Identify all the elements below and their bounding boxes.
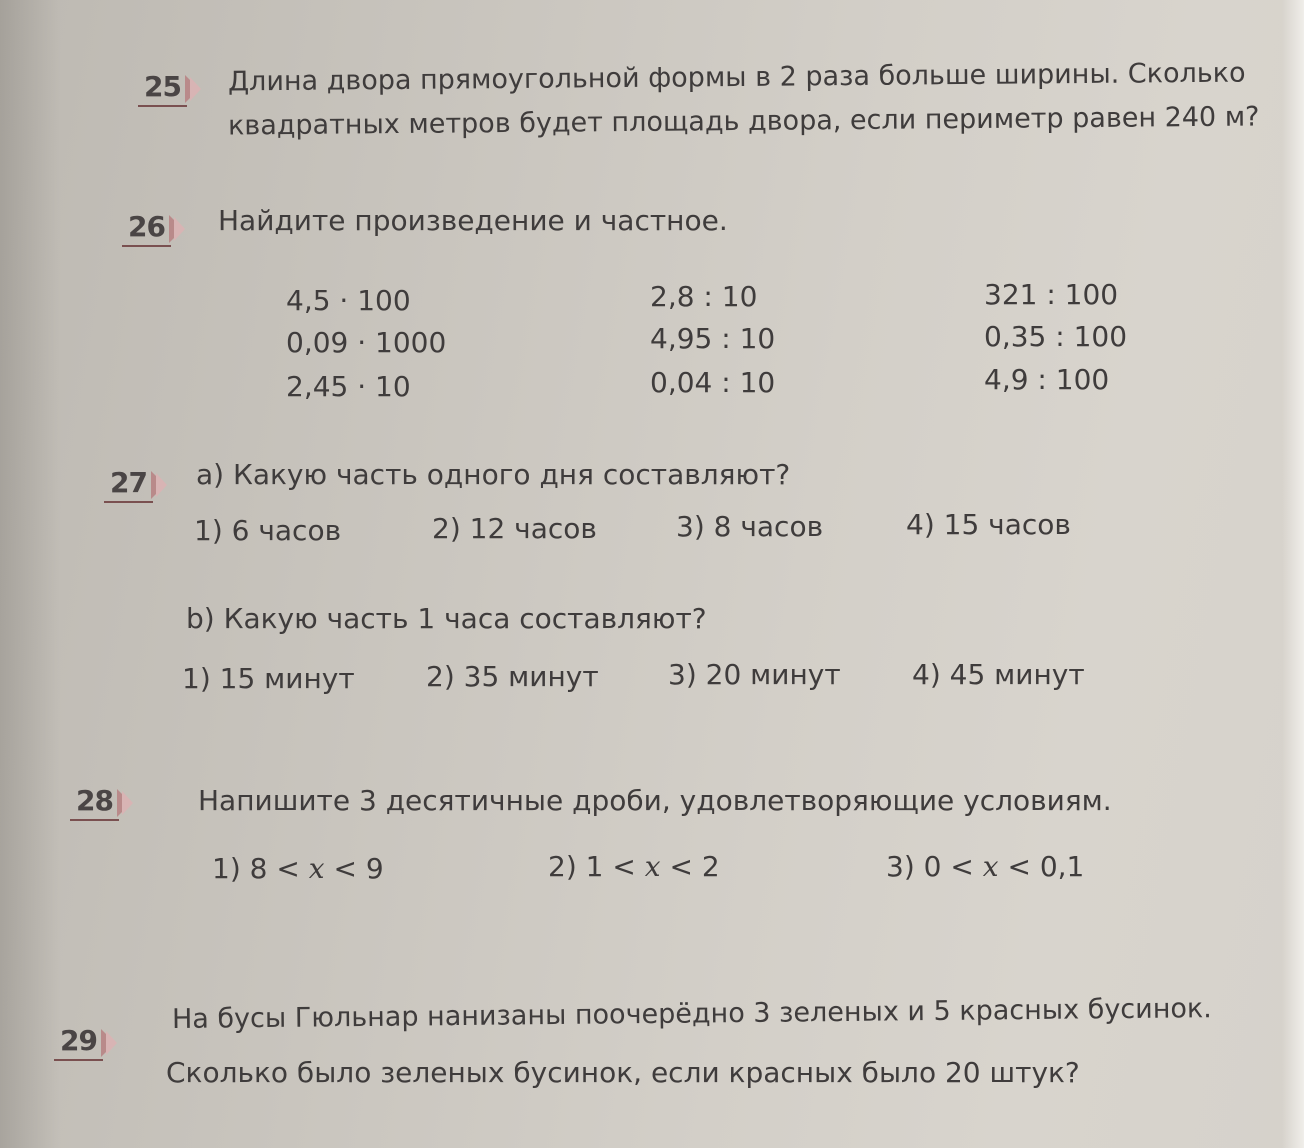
task-27a-option-2: 2) 12 часов <box>432 512 597 545</box>
task-25-badge <box>138 70 201 107</box>
task-28-condition-2 <box>548 850 720 883</box>
condition-label: 3) <box>886 850 915 883</box>
condition-right: < 9 <box>333 852 384 885</box>
expr-2-3: 0,04 : 10 <box>650 366 776 399</box>
expr-2-2: 4,95 : 10 <box>650 322 776 355</box>
task-27b-option-4: 4) 45 минут <box>912 658 1085 691</box>
expr-3-3: 4,9 : 100 <box>984 363 1110 396</box>
expr-2-1: 2,8 : 10 <box>650 280 758 313</box>
condition-variable: x <box>644 850 661 883</box>
task-28-condition-3 <box>886 850 1084 883</box>
task-27a-option-3: 3) 8 часов <box>676 510 824 543</box>
page-edge <box>1282 0 1304 1148</box>
expr-3-1: 321 : 100 <box>984 278 1119 311</box>
chevron-icon <box>190 77 201 101</box>
chevron-icon <box>122 791 133 815</box>
expr-1-3: 2,45 · 10 <box>286 370 411 403</box>
task-29-badge <box>54 1024 117 1061</box>
task-29-line-2: Сколько было зеленых бусинок, если красных было 20 штук? <box>166 1056 1080 1089</box>
condition-variable: x <box>982 850 999 883</box>
task-27a-option-4: 4) 15 часов <box>906 508 1071 541</box>
task-26-number: 26 <box>122 210 171 247</box>
expr-3-2: 0,35 : 100 <box>984 320 1128 353</box>
task-25-number: 25 <box>138 70 187 107</box>
condition-left: 8 < <box>249 852 300 885</box>
condition-right: < 2 <box>669 850 720 883</box>
condition-variable: x <box>308 852 325 885</box>
task-28-title: Напишите 3 десятичные дроби, удовлетворяющие условиям. <box>198 784 1112 817</box>
task-26-badge <box>122 210 185 247</box>
task-27b-option-3: 3) 20 минут <box>668 658 841 691</box>
task-25-line-1: Длина двора прямоугольной формы в 2 раза больше ширины. Сколько <box>227 57 1246 98</box>
chevron-icon <box>156 473 167 497</box>
expr-1-1: 4,5 · 100 <box>286 284 411 317</box>
task-29-line-1: На бусы Гюльнар нанизаны поочерёдно 3 зеленых и 5 красных бусинок. <box>171 993 1212 1035</box>
task-29-number: 29 <box>54 1024 103 1061</box>
task-28-badge <box>70 784 133 821</box>
task-27-number: 27 <box>104 466 153 503</box>
task-27a-question: а) Какую часть одного дня составляют? <box>196 458 791 491</box>
task-28-number: 28 <box>70 784 119 821</box>
task-27b-option-1: 1) 15 минут <box>182 662 355 695</box>
task-26-title: Найдите произведение и частное. <box>218 204 728 237</box>
condition-left: 1 < <box>585 850 636 883</box>
chevron-icon <box>174 217 185 241</box>
task-27b-question: b) Какую часть 1 часа составляют? <box>186 602 707 635</box>
task-27a-option-1: 1) 6 часов <box>194 514 342 547</box>
condition-label: 2) <box>548 850 577 883</box>
page-fold-shadow <box>0 0 60 1148</box>
expr-1-2: 0,09 · 1000 <box>286 326 447 359</box>
task-27-badge <box>104 466 167 503</box>
task-27b-option-2: 2) 35 минут <box>426 660 599 693</box>
task-25-line-2: квадратных метров будет площадь двора, если периметр равен 240 м? <box>227 101 1260 142</box>
condition-label: 1) <box>212 852 241 885</box>
condition-right: < 0,1 <box>1007 850 1085 883</box>
chevron-icon <box>106 1031 117 1055</box>
condition-left: 0 < <box>923 850 974 883</box>
task-28-condition-1 <box>212 852 384 885</box>
